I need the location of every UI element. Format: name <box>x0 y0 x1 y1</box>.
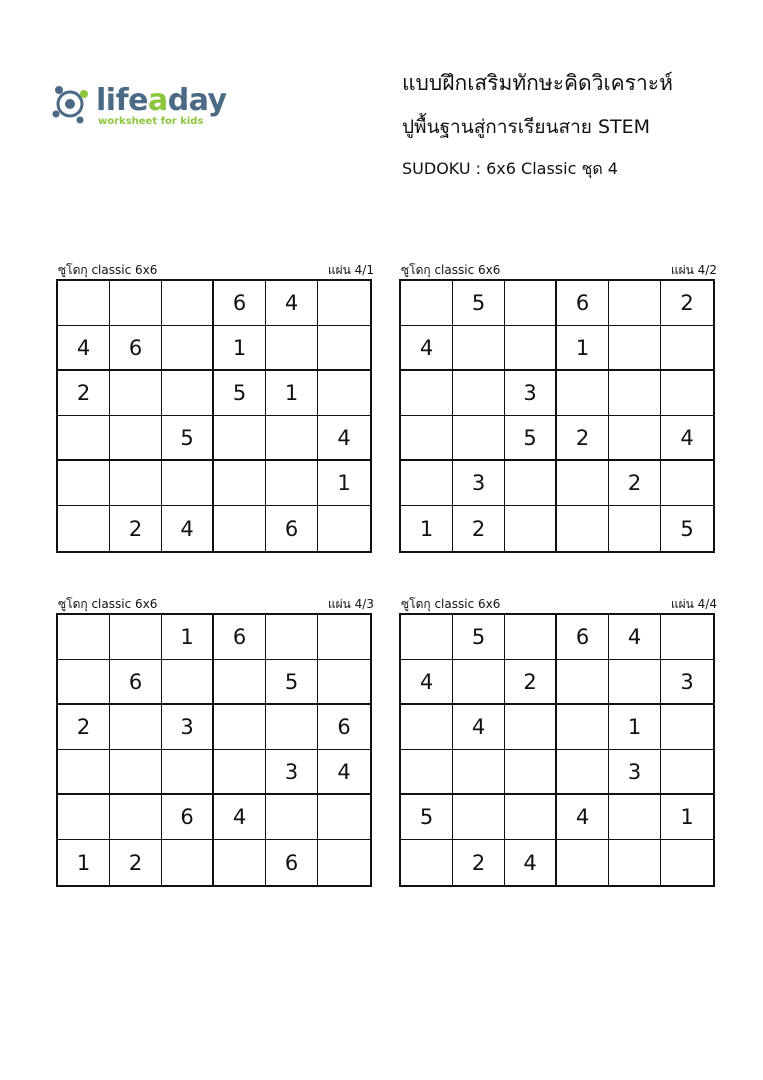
sudoku-cell[interactable] <box>110 795 162 840</box>
sudoku-cell[interactable]: 2 <box>58 705 110 750</box>
sudoku-cell[interactable] <box>162 750 214 795</box>
sudoku-cell[interactable] <box>162 281 214 326</box>
sudoku-cell[interactable]: 6 <box>214 281 266 326</box>
sudoku-cell[interactable] <box>318 371 370 416</box>
sudoku-cell[interactable] <box>453 660 505 705</box>
sudoku-cell[interactable]: 5 <box>505 416 557 461</box>
sudoku-cell[interactable] <box>401 371 453 416</box>
logo-tagline: worksheet for kids <box>98 116 204 127</box>
sudoku-cell[interactable] <box>505 615 557 660</box>
sudoku-cell[interactable] <box>214 705 266 750</box>
sudoku-cell[interactable] <box>557 506 609 551</box>
sudoku-cell[interactable] <box>110 461 162 506</box>
worksheet-subtitle: ปูพื้นฐานสู่การเรียนสาย STEM <box>402 116 651 138</box>
sudoku-cell[interactable] <box>58 506 110 551</box>
sudoku-cell[interactable] <box>162 326 214 371</box>
sudoku-cell[interactable] <box>557 840 609 885</box>
sudoku-cell[interactable] <box>557 750 609 795</box>
sudoku-cell[interactable] <box>505 326 557 371</box>
sudoku-cell[interactable] <box>214 750 266 795</box>
puzzle-sheet-number: แผ่น 4/2 <box>670 263 717 277</box>
sudoku-cell[interactable] <box>58 615 110 660</box>
sudoku-cell[interactable]: 1 <box>266 371 318 416</box>
sudoku-cell[interactable] <box>609 840 661 885</box>
sudoku-cell[interactable] <box>266 705 318 750</box>
sudoku-cell[interactable]: 6 <box>162 795 214 840</box>
sudoku-grid <box>399 279 715 553</box>
sudoku-cell[interactable] <box>557 461 609 506</box>
sudoku-cell[interactable] <box>401 615 453 660</box>
puzzle-label: ซูโดกุ classic 6x6 <box>401 263 501 277</box>
sudoku-cell[interactable]: 1 <box>214 326 266 371</box>
sudoku-cell[interactable]: 3 <box>266 750 318 795</box>
lifeaday-logo <box>50 82 227 132</box>
sudoku-cell[interactable] <box>661 705 713 750</box>
sudoku-cell[interactable]: 5 <box>401 795 453 840</box>
sudoku-cell[interactable] <box>661 326 713 371</box>
sudoku-cell[interactable]: 3 <box>453 461 505 506</box>
sudoku-cell[interactable]: 4 <box>401 326 453 371</box>
sudoku-cell[interactable] <box>505 461 557 506</box>
sudoku-puzzle-1 <box>56 262 376 541</box>
sudoku-cell[interactable]: 6 <box>110 660 162 705</box>
sudoku-cell[interactable] <box>661 750 713 795</box>
sudoku-cell[interactable] <box>318 506 370 551</box>
sudoku-cell[interactable] <box>58 795 110 840</box>
sudoku-cell[interactable] <box>661 840 713 885</box>
sudoku-cell[interactable] <box>453 371 505 416</box>
sudoku-cell[interactable] <box>110 416 162 461</box>
sudoku-cell[interactable] <box>401 416 453 461</box>
puzzle-header <box>56 262 376 278</box>
sudoku-cell[interactable] <box>609 795 661 840</box>
sudoku-cell[interactable]: 4 <box>557 795 609 840</box>
sudoku-cell[interactable] <box>214 506 266 551</box>
sudoku-cell[interactable] <box>453 750 505 795</box>
sudoku-cell[interactable]: 1 <box>609 705 661 750</box>
sudoku-cell[interactable] <box>214 416 266 461</box>
sudoku-cell[interactable] <box>266 615 318 660</box>
sudoku-cell[interactable]: 6 <box>110 326 162 371</box>
sudoku-grid <box>399 613 715 887</box>
sudoku-cell[interactable]: 3 <box>162 705 214 750</box>
sudoku-cell[interactable] <box>266 416 318 461</box>
sudoku-cell[interactable]: 5 <box>680 516 694 541</box>
sudoku-cell[interactable]: 6 <box>214 615 266 660</box>
sudoku-cell[interactable]: 2 <box>110 840 162 885</box>
sudoku-cell[interactable]: 3 <box>661 660 713 705</box>
sudoku-cell[interactable]: 6 <box>557 281 609 326</box>
sudoku-cell[interactable] <box>401 461 453 506</box>
sudoku-cell[interactable]: 4 <box>661 416 713 461</box>
sudoku-cell[interactable] <box>266 326 318 371</box>
sudoku-cell[interactable]: 4 <box>318 750 370 795</box>
sudoku-cell[interactable]: 6 <box>266 840 318 885</box>
sudoku-cell[interactable]: 3 <box>505 371 557 416</box>
worksheet-title: แบบฝึกเสริมทักษะคิดวิเคราะห์ <box>402 71 673 95</box>
sudoku-cell[interactable] <box>318 615 370 660</box>
sudoku-cell[interactable]: 2 <box>58 371 110 416</box>
puzzle-label: ซูโดกุ classic 6x6 <box>401 597 501 611</box>
sudoku-cell[interactable] <box>453 795 505 840</box>
sudoku-cell[interactable]: 2 <box>661 281 713 326</box>
sudoku-cell[interactable] <box>266 795 318 840</box>
sudoku-cell[interactable] <box>318 281 370 326</box>
sudoku-cell[interactable] <box>58 281 110 326</box>
puzzle-header <box>399 262 719 278</box>
sudoku-cell[interactable] <box>401 281 453 326</box>
sudoku-cell[interactable]: 4 <box>266 281 318 326</box>
sudoku-cell[interactable] <box>557 660 609 705</box>
sudoku-cell[interactable] <box>58 461 110 506</box>
sudoku-cell[interactable]: 5 <box>453 615 505 660</box>
puzzle-label: ซูโดกุ classic 6x6 <box>58 597 158 611</box>
puzzle-label: ซูโดกุ classic 6x6 <box>58 263 158 277</box>
sudoku-cell[interactable]: 2 <box>557 416 609 461</box>
sudoku-cell[interactable] <box>110 705 162 750</box>
sudoku-cell[interactable]: 4 <box>214 795 266 840</box>
sudoku-cell[interactable] <box>318 660 370 705</box>
sudoku-cell[interactable] <box>609 371 661 416</box>
sudoku-cell[interactable] <box>453 326 505 371</box>
sudoku-cell[interactable]: 4 <box>58 326 110 371</box>
logo-molecule-icon <box>50 82 94 126</box>
sudoku-cell[interactable]: 5 <box>266 660 318 705</box>
sudoku-cell[interactable] <box>162 840 214 885</box>
sudoku-cell[interactable]: 4 <box>162 506 214 551</box>
sudoku-cell[interactable] <box>162 660 214 705</box>
sudoku-grid <box>56 613 372 887</box>
sudoku-cell[interactable] <box>557 705 609 750</box>
sudoku-cell[interactable] <box>401 750 453 795</box>
sudoku-cell[interactable] <box>401 705 453 750</box>
sudoku-cell[interactable] <box>58 416 110 461</box>
sudoku-cell[interactable]: 2 <box>505 660 557 705</box>
sudoku-cell[interactable] <box>318 840 370 885</box>
sudoku-cell[interactable]: 6 <box>266 506 318 551</box>
sudoku-cell[interactable] <box>453 416 505 461</box>
sudoku-cell[interactable]: 4 <box>505 840 557 885</box>
sudoku-cell[interactable]: 5 <box>453 281 505 326</box>
sudoku-cell[interactable] <box>318 795 370 840</box>
sudoku-cell[interactable] <box>58 750 110 795</box>
sudoku-cell[interactable] <box>214 461 266 506</box>
sudoku-cell[interactable] <box>609 326 661 371</box>
sudoku-cell[interactable] <box>505 795 557 840</box>
sudoku-cell[interactable] <box>318 326 370 371</box>
sudoku-cell[interactable] <box>609 281 661 326</box>
sudoku-puzzle-2 <box>399 262 719 541</box>
sudoku-cell[interactable] <box>661 461 713 506</box>
sudoku-cell[interactable] <box>609 506 661 551</box>
sudoku-cell[interactable]: 1 <box>318 461 370 506</box>
sudoku-cell[interactable] <box>505 750 557 795</box>
sudoku-cell[interactable] <box>266 461 318 506</box>
worksheet-set-label: SUDOKU : 6x6 Classic ชุด 4 <box>402 159 618 178</box>
sudoku-cell[interactable]: 2 <box>110 506 162 551</box>
sudoku-cell[interactable] <box>557 371 609 416</box>
sudoku-cell[interactable]: 2 <box>609 461 661 506</box>
sudoku-cell[interactable] <box>214 840 266 885</box>
sudoku-cell[interactable]: 4 <box>609 615 661 660</box>
sudoku-cell[interactable]: 3 <box>609 750 661 795</box>
sudoku-cell[interactable] <box>609 660 661 705</box>
sudoku-puzzle-3 <box>56 596 376 875</box>
sudoku-cell[interactable] <box>58 660 110 705</box>
sudoku-cell[interactable] <box>609 416 661 461</box>
sudoku-cell[interactable]: 4 <box>318 416 370 461</box>
puzzle-header <box>399 596 719 612</box>
sudoku-cell[interactable] <box>661 371 713 416</box>
sudoku-cell[interactable]: 5 <box>214 371 266 416</box>
sudoku-cell[interactable]: 1 <box>557 326 609 371</box>
sudoku-grid <box>56 279 372 553</box>
sudoku-cell[interactable]: 1 <box>162 615 214 660</box>
sudoku-cell[interactable]: 6 <box>318 705 370 750</box>
sudoku-cell[interactable] <box>110 615 162 660</box>
sudoku-cell[interactable] <box>162 371 214 416</box>
sudoku-cell[interactable] <box>661 615 713 660</box>
sudoku-puzzle-4 <box>399 596 719 875</box>
sudoku-cell[interactable]: 5 <box>162 416 214 461</box>
sudoku-cell[interactable]: 4 <box>453 705 505 750</box>
puzzle-header <box>56 596 376 612</box>
sudoku-cell[interactable]: 6 <box>557 615 609 660</box>
sudoku-cell[interactable]: 1 <box>661 795 713 840</box>
sudoku-cell[interactable] <box>162 461 214 506</box>
sudoku-cell[interactable]: 4 <box>401 660 453 705</box>
sudoku-cell[interactable] <box>110 281 162 326</box>
sudoku-cell[interactable] <box>505 506 557 551</box>
sudoku-cell[interactable]: 1 <box>58 840 110 885</box>
puzzle-sheet-number: แผ่น 4/4 <box>670 597 717 611</box>
sudoku-cell[interactable] <box>401 840 453 885</box>
sudoku-cell[interactable] <box>214 660 266 705</box>
puzzle-sheet-number: แผ่น 4/1 <box>327 263 374 277</box>
sudoku-cell[interactable]: 2 <box>453 840 505 885</box>
sudoku-cell[interactable] <box>110 750 162 795</box>
puzzle-sheet-number: แผ่น 4/3 <box>327 597 374 611</box>
sudoku-cell[interactable] <box>110 371 162 416</box>
sudoku-cell[interactable] <box>505 705 557 750</box>
sudoku-cell[interactable]: 2 <box>453 506 505 551</box>
logo-wordmark: lifeaday <box>96 83 227 118</box>
sudoku-cell[interactable] <box>505 281 557 326</box>
sudoku-cell[interactable]: 1 <box>401 506 453 551</box>
